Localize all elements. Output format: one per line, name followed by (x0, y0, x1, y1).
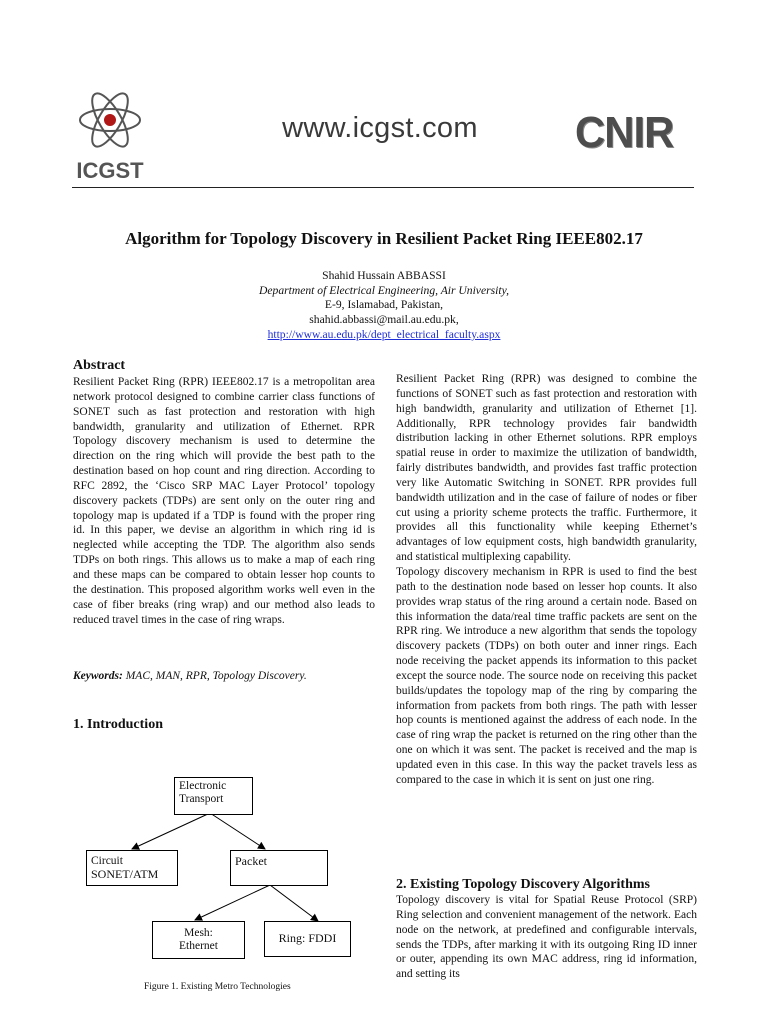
author-address: E-9, Islamabad, Pakistan, (324, 298, 444, 311)
node-circuit-line1: Circuit (91, 855, 123, 867)
section-2-heading: 2. Existing Topology Discovery Algorithms (396, 877, 650, 892)
node-mesh-line1: Mesh: (184, 927, 213, 939)
author-url-link[interactable]: http://www.au.edu.pk/dept_electrical_faculty.aspx (267, 328, 501, 341)
node-electronic-transport (174, 777, 253, 815)
introduction-heading: 1. Introduction (73, 717, 163, 732)
arrow-root-packet (210, 813, 265, 849)
node-mesh-line2: Ethernet (179, 940, 218, 952)
node-circuit (86, 850, 178, 886)
author-name: Shahid Hussain ABBASSI (322, 269, 446, 282)
introduction-paragraph-2: Topology discovery mechanism in RPR is used to find the best path to the destination node based on lesser hop counts. It also provides wrap status of the ring around a certain node. Based on this information the data/real time traffic packets are sent on the RPR ring. We introduce a new algorithm that sends the topology discovery packets (TDPs) on both outer and inner rings. Each node receiving the packet appends its information to this packet except the source node. The source node on receiving this packet builds/updates the topology map of the ring by comparing the information from packets from both rings. The path with lesser hop counts is mentioned against the address of each node. In the case of ring wrap the packet is returned on the ring other than the one on which it was sent. The packet is received and the map is updated even in this case. In this way the packet travels less as compared to the case in which it is sent on just one ring. (396, 565, 697, 786)
keywords-text: MAC, MAN, RPR, Topology Discovery. (125, 670, 307, 682)
introduction-paragraph-1: Resilient Packet Ring (RPR) was designed to combine the functions of SONET such as fast protection and restoration with high bandwidth, granularity and utilization of Ethernet [1]. Additionally, RPR technology provides fair bandwidth distribution lacking in other Ethernet solutions. RPR employs spatial reuse in order to maximize the utilization of bandwidth, fairly distributes bandwidth, and provides fast traffic protection very like Automatic Switching in SONET. RPR provides full bandwidth utilization and in the case of failure of nodes or fiber cut using a priority scheme protects the traffic. Furthermore, it provides all this functionality while keeping Ethernet’s advantages of low equipment costs, high bandwidth granularity, and statistical multiplexing capability. (396, 373, 697, 564)
abstract-text: Resilient Packet Ring (RPR) IEEE802.17 is a metropolitan area network protocol designed to combine carrier class functions of SONET such as fast protection and restoration with high bandwidth, granularity and utilization of Ethernet. RPR Topology discovery mechanism is used to determine the direction on the ring which will provide the best path to the destination based on hop count and ring direction. According to RFC 2892, the ‘Cisco SRP MAC Layer Protocol’ topology discovery packets (TDPs) are sent only on the outer ring and topology map is updated if a TDP is found with the proper ring id. In this paper, we devise an algorithm in which ring id is neglected while accepting the TDP. The algorithm also sends TDPs on both rings. This allows us to make a map of each ring and these maps can be compared to obtain lesser hop counts to the destination. This proposed algorithm works well even in the case of fiber breaks (ring wrap) and our method also leads to reduced travel times in the case of ring wraps. (73, 376, 375, 626)
arrow-root-circuit (132, 813, 210, 849)
node-packet: Packet (230, 850, 328, 886)
arrow-packet-mesh (195, 885, 270, 920)
node-ring-fddi: Ring: FDDI (264, 921, 351, 957)
figure-1-caption: Figure 1. Existing Metro Technologies (144, 982, 291, 992)
node-electronic-transport-line1: Electronic (179, 780, 227, 792)
arrow-packet-ring (270, 885, 318, 921)
abstract-heading: Abstract (73, 358, 126, 373)
icgst-logo (70, 88, 150, 188)
author-department: Department of Electrical Engineering, Air University, (259, 284, 509, 297)
paper-title: Algorithm for Topology Discovery in Resilient Packet Ring IEEE802.17 (125, 229, 643, 248)
site-url[interactable]: www.icgst.com (282, 112, 478, 144)
author-email[interactable]: shahid.abbassi@mail.au.edu.pk, (309, 313, 459, 326)
header-divider (72, 187, 694, 188)
icgst-logo-text: ICGST (76, 158, 144, 183)
node-electronic-transport-line2: Transport (179, 793, 224, 805)
keywords-label: Keywords: (73, 670, 123, 682)
keywords (73, 670, 375, 682)
atom-icon (80, 89, 140, 152)
figure-1-diagram (60, 770, 390, 1000)
node-mesh-ethernet (152, 921, 245, 959)
section-2-text: Topology discovery is vital for Spatial Reuse Protocol (SRP) Ring selection and convenient management of the network. Each node on the network, at predefined and configurable intervals, sends the TDPs, after marking it with its outgoing Ring ID inner or outer, appending its own MAC address, ring id information, and setting its (396, 894, 697, 981)
introduction-body (396, 372, 697, 788)
node-circuit-line2: SONET/ATM (91, 867, 159, 881)
cnir-logo: CNIR (575, 108, 674, 157)
